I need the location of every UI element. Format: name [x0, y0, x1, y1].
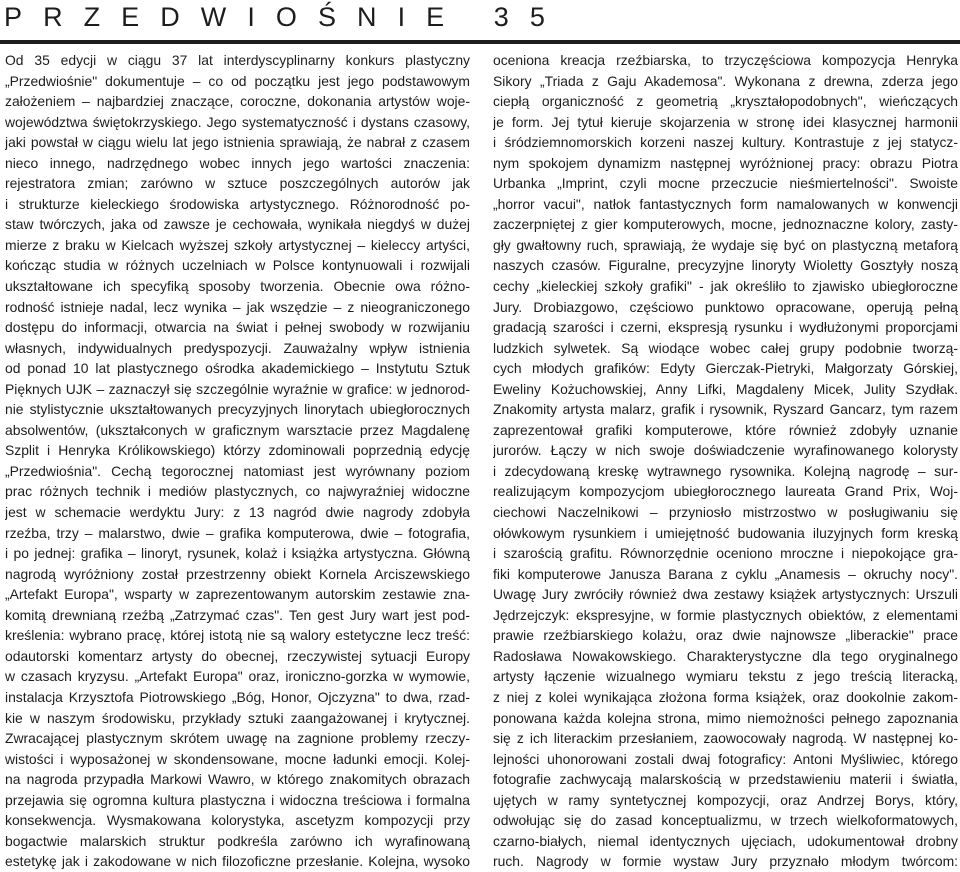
text-line: Jury. Drobiazgowo, częściowo punktowo opracowane, operują pełną	[493, 298, 958, 315]
text-line: oceniona kreacja rzeźbiarska, to trzyczęściowa kompozycja Henryka	[493, 52, 958, 68]
text-line: fiki komputerowe Janusza Barana z cyklu „Anamesis – okruchy nocy".	[493, 565, 958, 582]
text-line: artysty łączenie wizualnego wymiaru tekstu z jego treścią literacką,	[493, 668, 958, 685]
text-line: „horror vacui", natłok fantastycznych form namalowanych w konwencji	[493, 195, 958, 212]
text-line: i strukturze kieleckiego środowiska artystycznego. Różnorodność po-	[5, 195, 470, 212]
text-line: ponowana każda kolejna strona, mimo niemożności pełnego zapoznania	[493, 709, 958, 726]
text-line: własnych, indywidualnych predyspozycji. Zauważalny wpływ istnienia	[5, 339, 470, 356]
text-line: ujętych w ramy syntetycznej kompozycji, oraz Andrzej Borys, który,	[493, 791, 958, 808]
text-line: od ponad 10 lat plastycznego ośrodka akademickiego – Instytutu Sztuk	[5, 360, 470, 377]
text-line: kie w naszym środowisku, przykłady sztuki zaangażowanej i krytycznej.	[5, 709, 470, 726]
text-line: je form. Jej tytuł kieruje skojarzenia w stronę idei klasycznej harmonii	[493, 113, 958, 130]
text-line: województwa świętokrzyskiego. Jego systematyczność i dystans czasowy,	[5, 113, 470, 130]
text-line: Radosława Nowakowskiego. Charakterystyczne dla tego oryginalnego	[493, 647, 958, 664]
text-line: przejawia się ogromna kultura plastyczna i widoczna treściowa i formalna	[5, 791, 470, 808]
text-line: i po jednej: grafika – linoryt, rysunek, kolaż i książka artystyczna. Główną	[5, 545, 470, 562]
text-line: zaprezentował grafiki komputerowe, które również zdobyły uznanie	[493, 421, 958, 438]
text-line: instalacja Krzysztofa Piotrowskiego „Bóg, Honor, Ojczyzna" to dwa, rzad-	[5, 688, 470, 705]
text-line: ciepłą organiczność z geometrią „kryształopodobnych", wieńczących	[493, 93, 958, 110]
text-line: „Artefakt Europa", wsparty w zaprezentowanym autorskim zestawie zna-	[5, 586, 470, 603]
text-line: ludzkich sylwetek. Są wiodące wobec całej grupy podobnie tworzą-	[493, 339, 958, 356]
text-line: odautorski komentarz artysty do obecnej, rzeczywistej sytuacji Europy	[5, 647, 470, 664]
text-line: Od 35 edycji w ciągu 37 lat interdyscyplinarny konkurs plastyczny	[5, 52, 470, 68]
text-line: gły gwałtowny ruch, sprawiają, że wydaje się być on plastyczną metaforą	[493, 236, 958, 253]
text-line: czarno-białych, niemal identycznych ujęciach, udokumentował drobny	[493, 832, 958, 849]
text-line: nagrodą wyróżniony został przestrzenny obiekt Kornela Arciszewskiego	[5, 565, 470, 582]
text-line: Zwracającej plastycznym skrótem uwagę na zagnione problemy rzeczy-	[5, 730, 470, 747]
text-line: i zdecydowaną kreskę wytrawnego rysownika. Kolejną nagrodę – sur-	[493, 462, 958, 479]
text-line: jest w schemacie werdyktu Jury: z 13 nagród dwie nagrody zdobyła	[5, 504, 470, 521]
text-line: estetykę jak i zakodowane w nich filozoficzne przesłanie. Kolejna, wysoko	[5, 853, 470, 870]
text-line: z niej z kolei wynikająca złożona forma książek, oraz dookolnie zakom-	[493, 688, 958, 705]
title-rule	[0, 40, 960, 44]
text-line: i śródziemnomorskich korzeni naszej kultury. Kontrastuje z jej statycz-	[493, 134, 958, 151]
text-line: kreślenia: wybrano pracę, której istotą nie są walory estetyczne lecz treść:	[5, 627, 470, 644]
text-line: „Przedwiośnia". Cechą tegorocznej natomiast jest wyrównany poziom	[5, 462, 470, 479]
text-line: realizującym kompozycjom ubiegłorocznego laureata Grand Prix, Woj-	[493, 483, 958, 500]
text-line: fotografie zachwycają malarskością w przedstawieniu materii i światła,	[493, 771, 958, 788]
text-line: gradacją szarości i czerni, ekspresją rysunku i wydłużonymi proporcjami	[493, 319, 958, 336]
text-line: prawie rzeźbiarskiego kolażu, oraz dwie najnowsze „liberackie" prace	[493, 627, 958, 644]
text-line: konsekwencja. Wysmakowana kolorystyka, ascetyzm kompozycji przy	[5, 812, 470, 829]
text-line: Uwagę Jury zwróciły również dwa zestawy książek artystycznych: Urszuli	[493, 586, 958, 603]
text-line: nieco innego, nadrzędnego wobec innych jego wartości znaczenia:	[5, 154, 470, 171]
text-line: prac różnych technik i mediów plastycznych, co najwyraźniej widoczne	[5, 483, 470, 500]
text-line: Urbanka „Imprint, czyli mocne przeczucie nieśmiertelności". Swoiste	[493, 175, 958, 192]
text-line: w czasach kryzysu. „Artefakt Europa" oraz, ironiczno-gorzka w wymowie,	[5, 668, 470, 685]
text-line: nym spokojem dynamizm następnej wyróżnionej pracy: obrazu Piotra	[493, 154, 958, 171]
text-line: odwołując się do zasad konceptualizmu, w trzech wielkoformatowych,	[493, 812, 958, 829]
left-text-column	[5, 50, 470, 872]
text-line: cych młodych grafików: Edyty Gierczak-Pietryki, Małgorzaty Górskiej,	[493, 360, 958, 377]
article-title: PRZEDWIOŚNIE 35	[4, 2, 566, 32]
text-line: wistości i wyposażonej w skondensowane, mocne ładunki emocji. Kolej-	[5, 750, 470, 767]
text-line: absolwentów, (ukształconych w graficznym warsztacie przez Magdalenę	[5, 421, 470, 438]
text-line: jurorów. Łączy w nich swoje doświadczenie wyrafinowanego kolorysty	[493, 442, 958, 459]
text-line: ukształtowane ich specyfiką sposoby tworzenia. Obecnie owa różno-	[5, 278, 470, 295]
text-line: Eweliny Kożuchowskiej, Anny Lifki, Magdaleny Micek, Julity Szydłak.	[493, 380, 958, 397]
right-text-column	[493, 50, 958, 872]
text-line: i szarością grafitu. Równorzędnie oceniono mroczne i niepokojące gra-	[493, 545, 958, 562]
text-line: mierze z braku w Kielcach wyższej szkoły artystycznej – kieleccy artyści,	[5, 236, 470, 253]
text-line: założeniem – najbardziej znaczące, coroczne, dokonania artystów woje-	[5, 93, 470, 110]
text-line: lejności uhonorowani zostali dwaj fotograficy: Antoni Myśliwiec, którego	[493, 750, 958, 767]
text-line: komitą drewnianą rzeźbą „Zatrzymać czas". Ten gest Jury wart jest pod-	[5, 606, 470, 623]
text-line: „Przedwiośnie" dokumentuje – co od początku jest jego podstawowym	[5, 72, 470, 89]
text-line: cechy „kieleckiej szkoły grafiki" - jak określiło to zjawisko ubiegłoroczne	[493, 278, 958, 295]
text-line: ołówkowym rysunkiem i umiejętność budowania iluzyjnych form kreską	[493, 524, 958, 541]
text-line: staw twórczych, jaka od zawsze je cechowała, wynikała niegdyś w dużej	[5, 216, 470, 233]
text-line: Szplit i Henryka Królikowskiego) którzy zdominowali poprzednią edycję	[5, 442, 470, 459]
text-line: dostępu do informacji, otwarcia na świat i pełnej swobody w rozwijaniu	[5, 319, 470, 336]
text-line: na nagroda przypadła Markowi Wawro, w którego znakomitych obrazach	[5, 771, 470, 788]
text-line: rzeźba, trzy – malarstwo, dwie – grafika komputerowa, dwie – fotografia,	[5, 524, 470, 541]
text-line: ruch. Nagrody w formie wystaw Jury przyznało młodym twórcom:	[493, 853, 958, 870]
text-line: rodność istnieje nadal, lecz wynika – jak wszędzie – z nieograniczonego	[5, 298, 470, 315]
text-line: Jędrzejczyk: ekspresyjne, w formie plastycznych obiektów, z elementami	[493, 606, 958, 623]
text-line: jaki powstał w ciągu wielu lat jego istnienia sprawiają, że nabrał z czasem	[5, 134, 470, 151]
text-line: Znakomity artysta malarz, grafik i rysownik, Ryszard Gancarz, tym razem	[493, 401, 958, 418]
text-line: bogactwie malarskich struktur podkreśla zarówno ich wyrafinowaną	[5, 832, 470, 849]
text-line: Pięknych UJK – zaznaczył się szczególnie wyraźnie w grafice: w jednorod-	[5, 380, 470, 397]
text-line: naszych czasów. Figuralne, precyzyjne linoryty Wioletty Gosztyły noszą	[493, 257, 958, 274]
text-line: się z ich literackim przesłaniem, zaowocowały nagrodą. W następnej ko-	[493, 730, 958, 747]
text-line: Sikory „Triada z Gaju Akademosa". Wykonana z drewna, zderza jego	[493, 72, 958, 89]
text-line: kończąc studia w różnych uczelniach w Polsce kontynuowali i rozwijali	[5, 257, 470, 274]
text-line: ciechowi Naczelnikowi – przyniosło mistrzostwo w posługiwaniu się	[493, 504, 958, 521]
text-line: nie stylistycznie ukształtowanych precyzyjnych linorytach ubiegłorocznych	[5, 401, 470, 418]
text-line: rejestratora zmian; zarówno w sztuce poszczególnych autorów jak	[5, 175, 470, 192]
text-line: zaczerpniętej z gier komputerowych, mocne, jednoznaczne kolory, zasty-	[493, 216, 958, 233]
